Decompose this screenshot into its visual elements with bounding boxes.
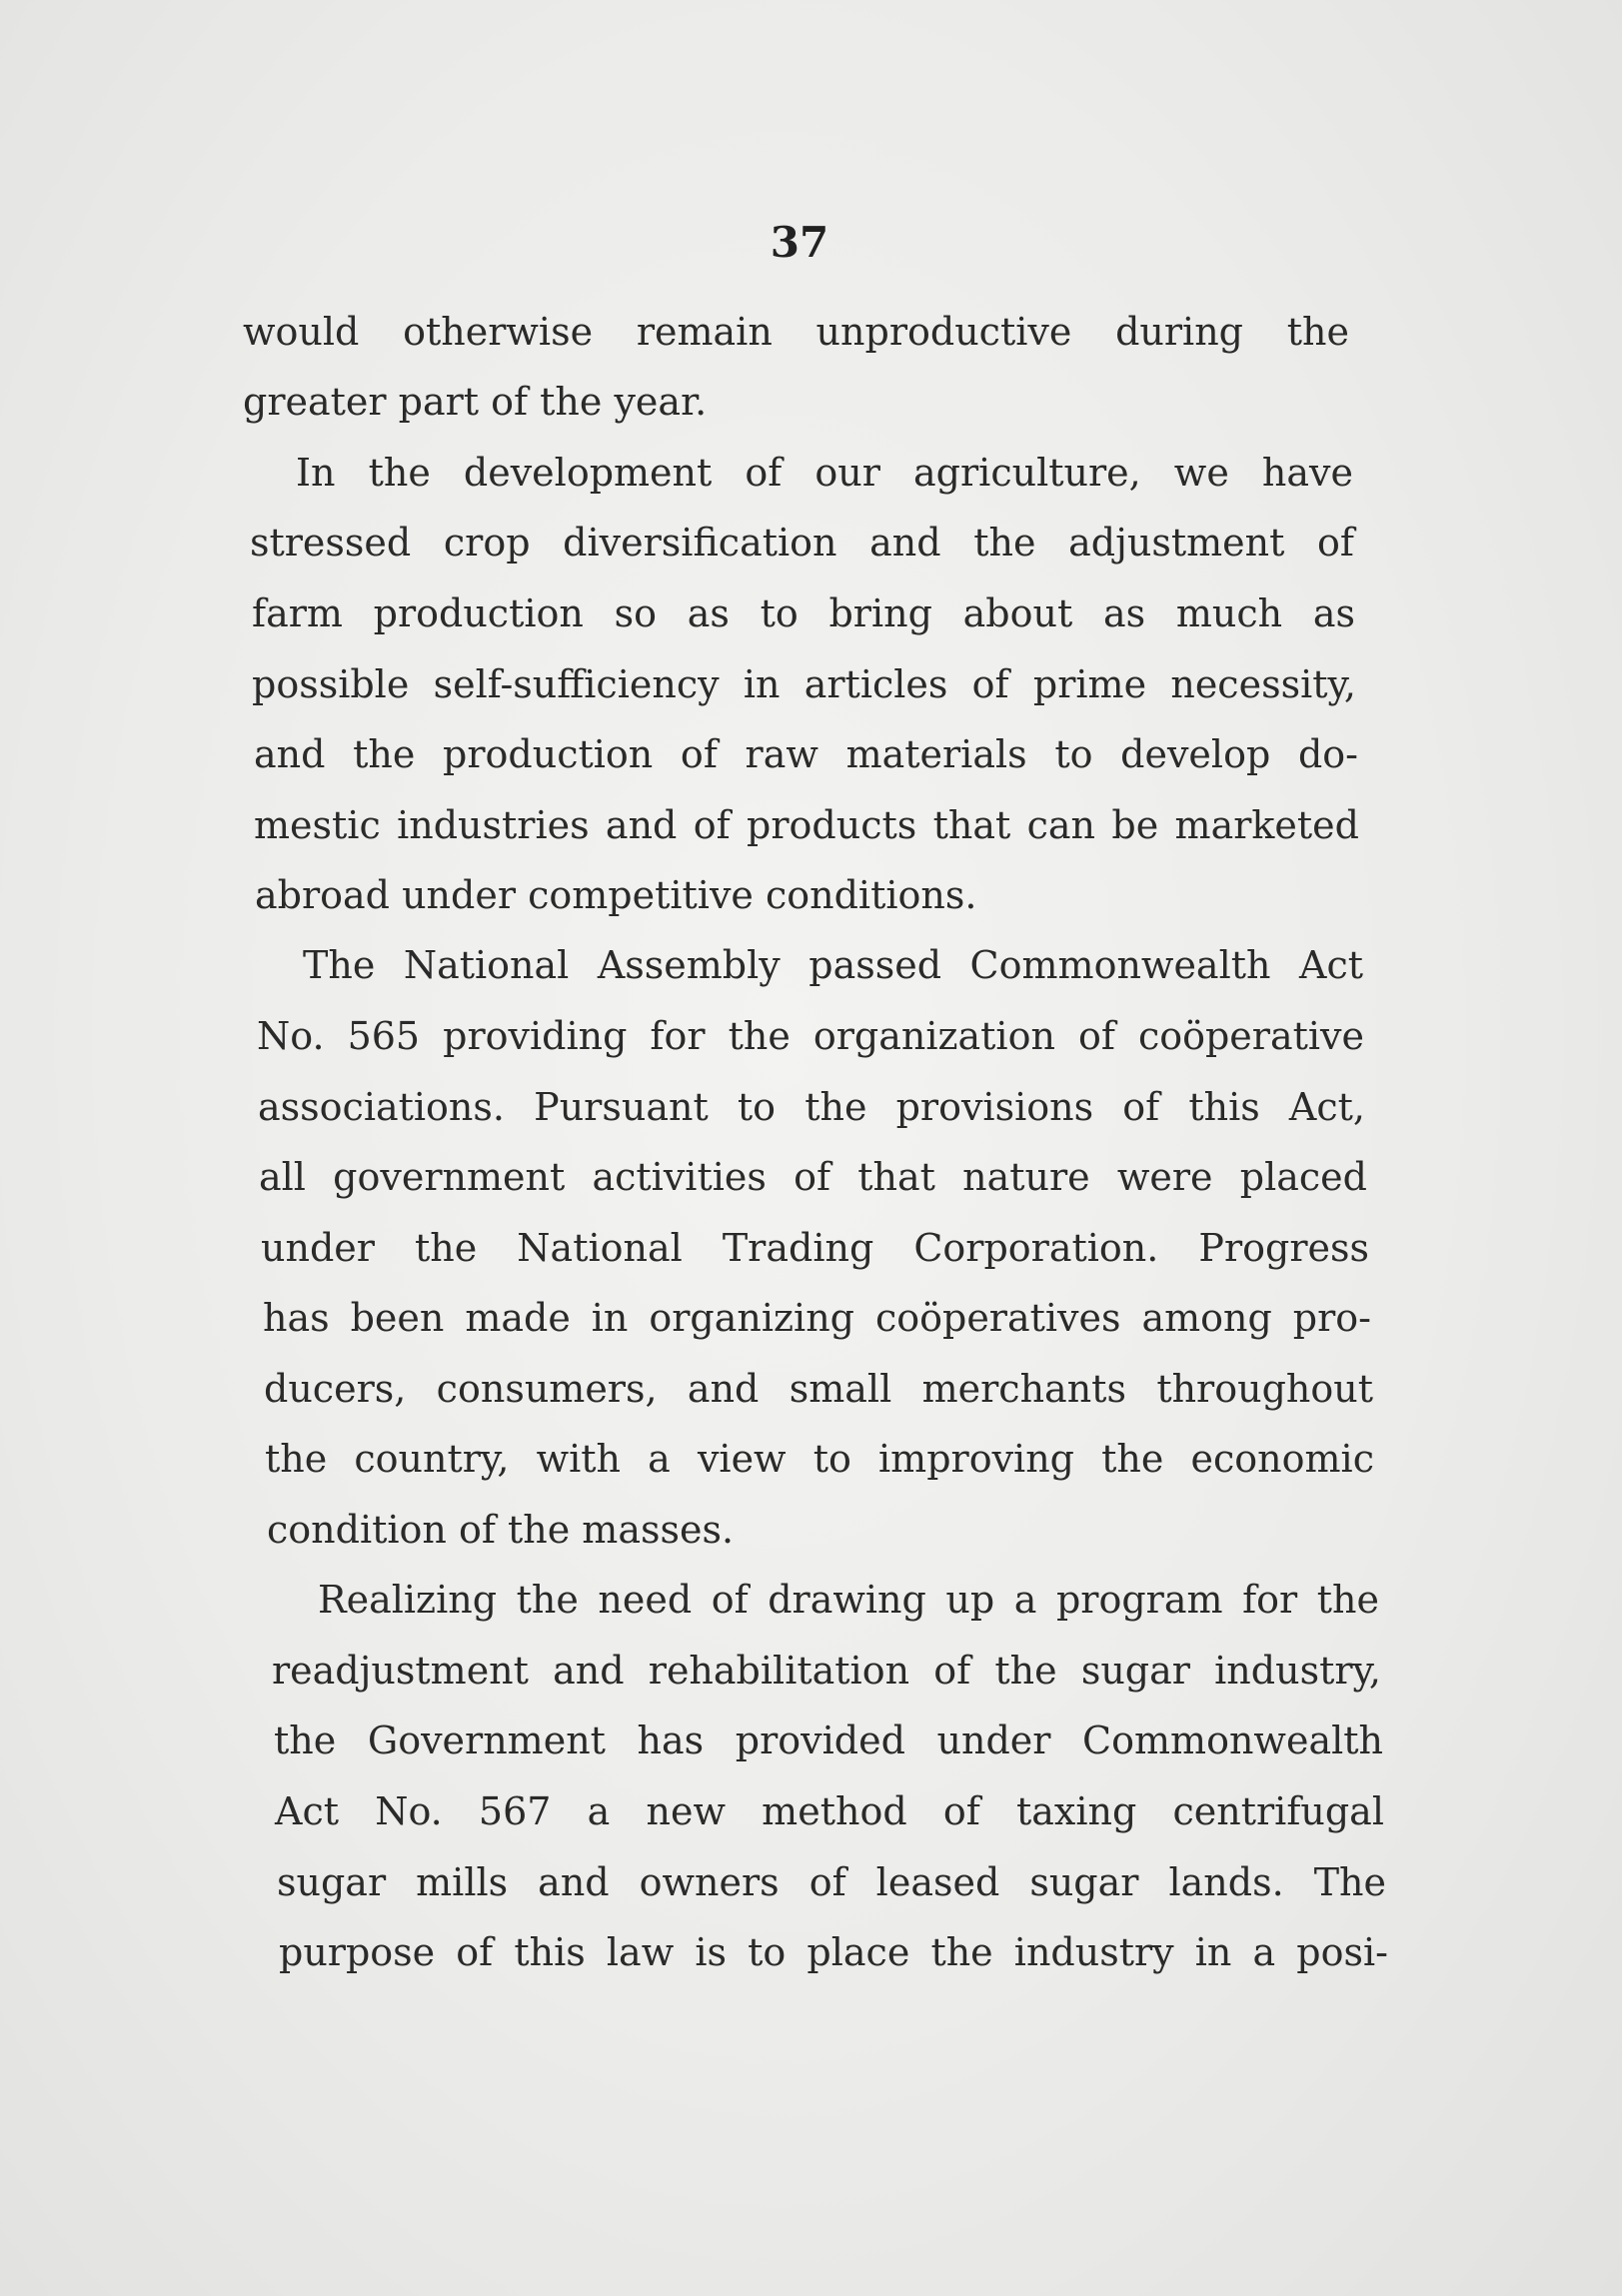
text-line: ducers, consumers, and small merchants throughout — [264, 1367, 1373, 1411]
text-line: greater part of the year. — [243, 380, 708, 424]
text-line: all government activities of that nature were placed — [259, 1155, 1367, 1199]
page-number: 37 — [770, 218, 829, 267]
text-line: possible self-sufficiency in articles of prime necessity, — [252, 662, 1356, 706]
text-line: has been made in organizing coöperatives among pro- — [263, 1296, 1371, 1340]
text-line: In the development of our agriculture, we have — [296, 451, 1353, 495]
text-line: stressed crop diversification and the adjustment of — [250, 521, 1354, 565]
text-line: purpose of this law is to place the industry in a posi- — [279, 1930, 1388, 1974]
text-line: associations. Pursuant to the provisions of this Act, — [258, 1085, 1365, 1129]
text-line: under the National Trading Corporation. Progress — [261, 1226, 1369, 1270]
text-line: The National Assembly passed Commonwealth Act — [303, 943, 1363, 987]
text-line: condition of the masses. — [267, 1508, 735, 1552]
text-line: sugar mills and owners of leased sugar lands. The — [277, 1860, 1386, 1904]
text-line: readjustment and rehabilitation of the sugar industry, — [272, 1649, 1381, 1693]
text-line: mestic industries and of products that can be marketed — [254, 803, 1359, 847]
text-line: the Government has provided under Commonwealth — [274, 1719, 1383, 1762]
text-line: farm production so as to bring about as much as — [252, 591, 1355, 635]
text-line: No. 565 providing for the organization of coöperative — [257, 1014, 1364, 1058]
text-line: abroad under competitive conditions. — [255, 873, 977, 917]
text-line: the country, with a view to improving the economic — [265, 1437, 1374, 1481]
text-line: and the production of raw materials to develop do- — [254, 732, 1358, 776]
text-line: Act No. 567 a new method of taxing centrifugal — [275, 1789, 1384, 1833]
text-line: Realizing the need of drawing up a program for the — [318, 1578, 1379, 1622]
text-line: would otherwise remain unproductive during the — [243, 310, 1349, 354]
